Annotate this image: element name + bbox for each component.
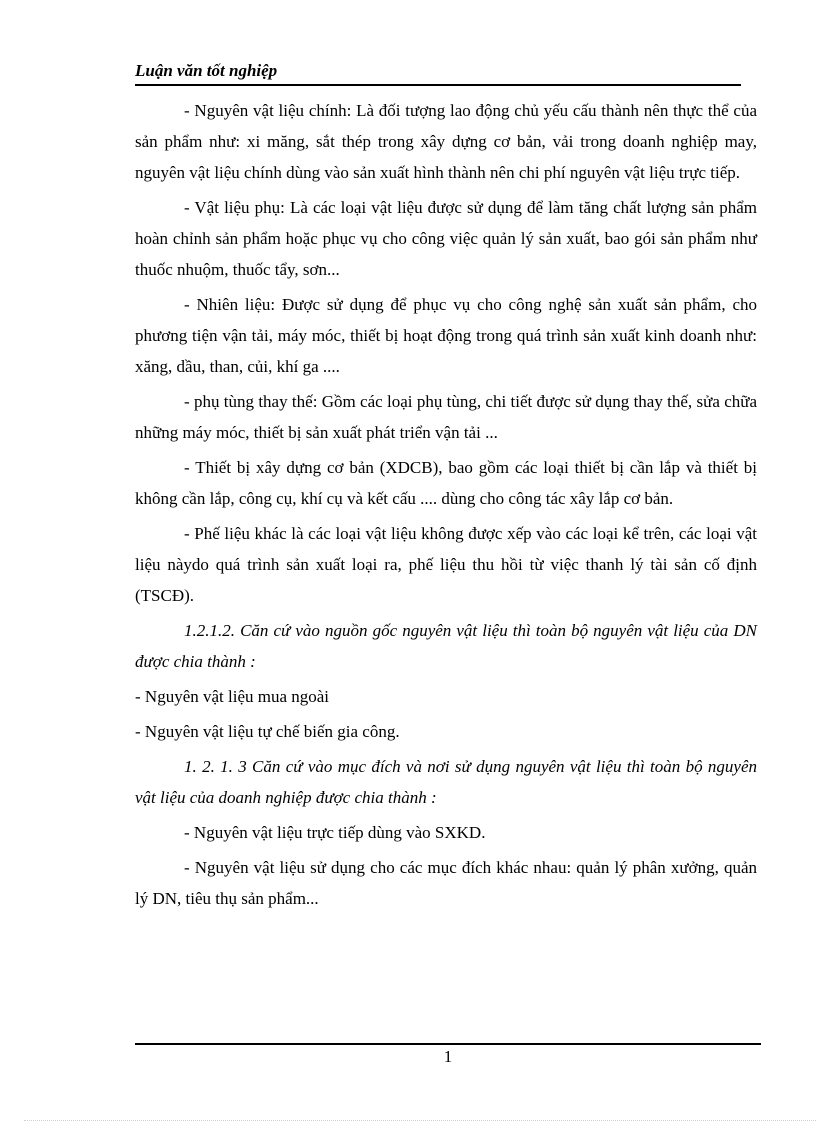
- list-item-other-purposes: - Nguyên vật liệu sử dụng cho các mục đích khác nhau: quản lý phân xưởng, quản lý DN, tiêu thụ sản phẩm...: [135, 858, 757, 908]
- page-header: [135, 60, 741, 86]
- list-item-purchased: - Nguyên vật liệu mua ngoài: [135, 687, 330, 706]
- document-body: [135, 95, 757, 918]
- paragraph-auxiliary-material: - Vật liệu phụ: Là các loại vật liệu được sử dụng để làm tăng chất lượng sản phẩm hoàn chỉnh sản phẩm hoặc phục vụ cho công việc quản lý sản xuất, bao gói sản phẩm như thuốc nhuộm, thuốc tẩy, sơn...: [135, 198, 757, 279]
- list-item-self-processed: - Nguyên vật liệu tự chế biến gia công.: [135, 722, 400, 741]
- section-heading-origin: 1.2.1.2. Căn cứ vào nguồn gốc nguyên vật liệu thì toàn bộ nguyên vật liệu của DN được chia thành :: [135, 621, 757, 671]
- page-edge-divider: [24, 1120, 816, 1121]
- paragraph-construction-equipment: - Thiết bị xây dựng cơ bản (XDCB), bao gồm các loại thiết bị cần lắp và thiết bị không cần lắp, công cụ, khí cụ và kết cấu .... dùng cho công tác xây lắp cơ bản.: [135, 458, 757, 508]
- section-heading-purpose: 1. 2. 1. 3 Căn cứ vào mục đích và nơi sử dụng nguyên vật liệu thì toàn bộ nguyên vật liệu của doanh nghiệp được chia thành :: [135, 757, 757, 807]
- footer-divider: [135, 1043, 761, 1045]
- list-item-direct-use: - Nguyên vật liệu trực tiếp dùng vào SXKD.: [184, 823, 486, 842]
- page-number: 1: [443, 1047, 453, 1066]
- paragraph-main-material: - Nguyên vật liệu chính: Là đối tượng lao động chủ yếu cấu thành nên thực thể của sản phẩm như: xi măng, sắt thép trong xây dựng cơ bản, vải trong doanh nghiệp may, nguyên vật liệu chính dùng vào sản xuất hình thành nên chi phí nguyên vật liệu trực tiếp.: [135, 101, 757, 182]
- paragraph-fuel: - Nhiên liệu: Được sử dụng để phục vụ cho công nghệ sản xuất sản phẩm, cho phương tiện vận tải, máy móc, thiết bị hoạt động trong quá trình sản xuất kinh doanh như: xăng, dầu, than, củi, khí ga ....: [135, 295, 757, 376]
- header-title: Luận văn tốt nghiệp: [135, 61, 278, 80]
- paragraph-spare-parts: - phụ tùng thay thế: Gồm các loại phụ tùng, chi tiết được sử dụng thay thế, sửa chữa những máy móc, thiết bị sản xuất phát triển vận tải ...: [135, 392, 757, 442]
- paragraph-scrap: - Phế liệu khác là các loại vật liệu không được xếp vào các loại kể trên, các loại vật liệu nàydo quá trình sản xuất loại ra, phế liệu thu hồi từ việc thanh lý tài sản cố định (TSCĐ).: [135, 524, 757, 605]
